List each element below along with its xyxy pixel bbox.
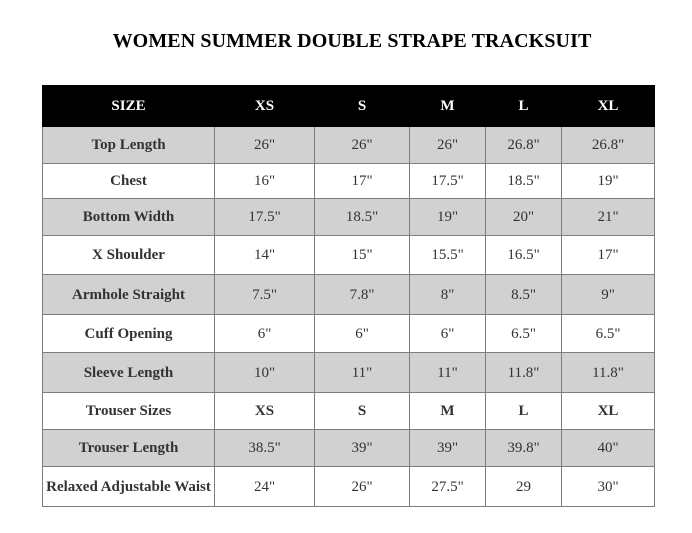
table-cell: 40" bbox=[562, 430, 655, 467]
row-label: Sleeve Length bbox=[43, 353, 215, 393]
row-label: Relaxed Adjustable Waist bbox=[43, 467, 215, 507]
table-cell: 16" bbox=[215, 164, 315, 199]
chart-title: WOMEN SUMMER DOUBLE STRAPE TRACKSUIT bbox=[112, 30, 592, 52]
table-cell: 17.5" bbox=[215, 199, 315, 236]
table-cell: 17" bbox=[562, 236, 655, 275]
table-cell: 26" bbox=[315, 467, 410, 507]
table-cell: 8" bbox=[410, 275, 486, 315]
table-row bbox=[43, 199, 655, 236]
header-xl: XL bbox=[562, 86, 655, 127]
table-cell: 24" bbox=[215, 467, 315, 507]
table-cell: XS bbox=[215, 393, 315, 430]
table-cell: 8.5" bbox=[486, 275, 562, 315]
table-cell: 16.5" bbox=[486, 236, 562, 275]
table-cell: 6.5" bbox=[562, 315, 655, 353]
table-cell: 15.5" bbox=[410, 236, 486, 275]
table-cell: 18.5" bbox=[486, 164, 562, 199]
table-cell: 21" bbox=[562, 199, 655, 236]
table-cell: 20" bbox=[486, 199, 562, 236]
row-label: Bottom Width bbox=[43, 199, 215, 236]
table-cell: M bbox=[410, 393, 486, 430]
table-row bbox=[43, 430, 655, 467]
header-s: S bbox=[315, 86, 410, 127]
size-chart-table bbox=[42, 85, 655, 507]
table-cell: 29 bbox=[486, 467, 562, 507]
row-label: Chest bbox=[43, 164, 215, 199]
table-cell: 11.8" bbox=[486, 353, 562, 393]
table-cell: 7.8" bbox=[315, 275, 410, 315]
table-cell: 6" bbox=[410, 315, 486, 353]
table-cell: 27.5" bbox=[410, 467, 486, 507]
header-size: SIZE bbox=[43, 86, 215, 127]
table-cell: 39" bbox=[315, 430, 410, 467]
table-cell: 26.8" bbox=[486, 127, 562, 164]
table-row bbox=[43, 275, 655, 315]
table-row bbox=[43, 315, 655, 353]
table-row bbox=[43, 236, 655, 275]
row-label: Top Length bbox=[43, 127, 215, 164]
table-cell: 39.8" bbox=[486, 430, 562, 467]
header-l: L bbox=[486, 86, 562, 127]
table-cell: 15" bbox=[315, 236, 410, 275]
table-cell: 14" bbox=[215, 236, 315, 275]
row-label: Trouser Sizes bbox=[43, 393, 215, 430]
table-cell: 11.8" bbox=[562, 353, 655, 393]
row-label: Armhole Straight bbox=[43, 275, 215, 315]
table-cell: 26" bbox=[215, 127, 315, 164]
table-cell: 30" bbox=[562, 467, 655, 507]
table-cell: 7.5" bbox=[215, 275, 315, 315]
table-cell: L bbox=[486, 393, 562, 430]
table-cell: 38.5" bbox=[215, 430, 315, 467]
table-row bbox=[43, 164, 655, 199]
header-m: M bbox=[410, 86, 486, 127]
table-row bbox=[43, 353, 655, 393]
table-cell: 26.8" bbox=[562, 127, 655, 164]
table-cell: 11" bbox=[410, 353, 486, 393]
table-cell: 19" bbox=[410, 199, 486, 236]
header-xs: XS bbox=[215, 86, 315, 127]
table-cell: 39" bbox=[410, 430, 486, 467]
table-cell: 10" bbox=[215, 353, 315, 393]
row-label: Trouser Length bbox=[43, 430, 215, 467]
table-cell: 17" bbox=[315, 164, 410, 199]
table-cell: S bbox=[315, 393, 410, 430]
table-row bbox=[43, 127, 655, 164]
table-cell: 17.5" bbox=[410, 164, 486, 199]
header-row bbox=[43, 86, 655, 127]
row-label: X Shoulder bbox=[43, 236, 215, 275]
table-cell: 6" bbox=[215, 315, 315, 353]
table-row bbox=[43, 467, 655, 507]
table-cell: 18.5" bbox=[315, 199, 410, 236]
table-cell: XL bbox=[562, 393, 655, 430]
table-row bbox=[43, 393, 655, 430]
row-label: Cuff Opening bbox=[43, 315, 215, 353]
table-cell: 9" bbox=[562, 275, 655, 315]
table-cell: 19" bbox=[562, 164, 655, 199]
table-cell: 26" bbox=[410, 127, 486, 164]
table-cell: 6" bbox=[315, 315, 410, 353]
table-cell: 6.5" bbox=[486, 315, 562, 353]
table-cell: 26" bbox=[315, 127, 410, 164]
table-cell: 11" bbox=[315, 353, 410, 393]
